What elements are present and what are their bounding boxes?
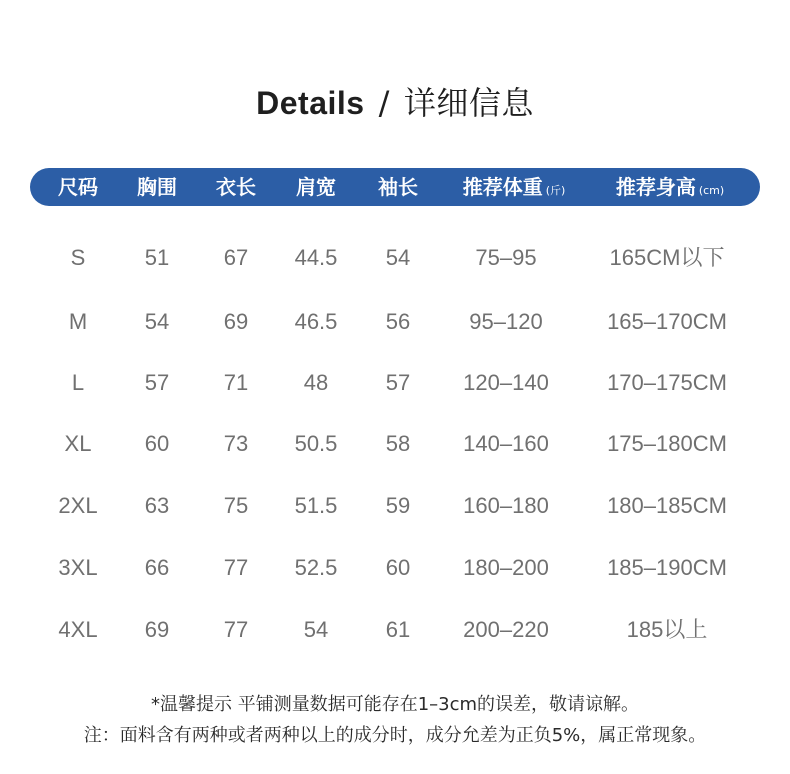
cell-length: 77	[223, 617, 249, 642]
cell-sleeve: 58	[385, 431, 411, 456]
cell-chest: 57	[144, 370, 170, 395]
header-shoulder: 肩宽	[296, 175, 336, 199]
cell-shoulder: 54	[303, 617, 329, 642]
table-row	[0, 302, 790, 342]
table-row	[0, 548, 790, 588]
cell-sleeve: 56	[385, 309, 411, 334]
cell-sleeve: 61	[385, 617, 411, 642]
cell-length: 67	[223, 245, 249, 270]
cell-weight: 160–180	[463, 493, 549, 518]
header-length: 衣长	[216, 175, 256, 199]
cell-size: 2XL	[58, 493, 98, 518]
cell-length: 73	[223, 431, 249, 456]
cell-chest: 54	[144, 309, 170, 334]
cell-sleeve: 59	[385, 493, 411, 518]
title-english: Details	[256, 85, 365, 121]
header-sleeve: 袖长	[378, 175, 418, 199]
cell-shoulder: 52.5	[294, 555, 338, 580]
cell-shoulder: 44.5	[294, 245, 338, 270]
cell-shoulder: 48	[303, 370, 329, 395]
cell-length: 69	[223, 309, 249, 334]
cell-size: M	[68, 309, 88, 334]
table-row	[0, 363, 790, 403]
cell-height: 180–185CM	[607, 493, 727, 518]
cell-weight: 200–220	[463, 617, 549, 642]
cell-weight: 140–160	[463, 431, 549, 456]
cell-length: 75	[223, 493, 249, 518]
measurement-tip: *温馨提示 平铺测量数据可能存在1–3cm的误差，敬请谅解。	[150, 694, 640, 715]
header-size: 尺码	[58, 175, 98, 199]
cell-height: 165CM以下	[609, 245, 725, 270]
cell-shoulder: 51.5	[294, 493, 338, 518]
cell-chest: 69	[144, 617, 170, 642]
cell-weight: 95–120	[469, 309, 543, 334]
cell-size: 4XL	[58, 617, 98, 642]
cell-size: L	[71, 370, 85, 395]
size-table-header	[30, 168, 760, 206]
cell-sleeve: 54	[385, 245, 411, 270]
page-title	[0, 78, 790, 124]
cell-weight: 180–200	[463, 555, 549, 580]
header-weight-unit: (斤)	[545, 184, 566, 197]
cell-chest: 63	[144, 493, 170, 518]
title-chinese: 详细信息	[403, 84, 534, 122]
cell-size: 3XL	[58, 555, 98, 580]
cell-height: 185–190CM	[607, 555, 727, 580]
header-weight: 推荐体重 (斤)	[462, 175, 566, 199]
cell-chest: 51	[144, 245, 170, 270]
cell-sleeve: 57	[385, 370, 411, 395]
table-row	[0, 486, 790, 526]
cell-size: XL	[64, 431, 92, 456]
header-height-unit: (cm)	[698, 184, 725, 197]
cell-height: 165–170CM	[607, 309, 727, 334]
cell-chest: 60	[144, 431, 170, 456]
cell-length: 71	[223, 370, 249, 395]
fabric-note: 注：面料含有两种或者两种以上的成分时，成分允差为正负5%，属正常现象。	[83, 725, 707, 746]
cell-chest: 66	[144, 555, 170, 580]
cell-sleeve: 60	[385, 555, 411, 580]
cell-height: 185以上	[626, 617, 708, 642]
table-row	[0, 238, 790, 278]
cell-weight: 75–95	[475, 245, 537, 270]
cell-height: 175–180CM	[607, 431, 727, 456]
cell-shoulder: 50.5	[294, 431, 338, 456]
table-row	[0, 424, 790, 464]
cell-shoulder: 46.5	[294, 309, 338, 334]
cell-length: 77	[223, 555, 249, 580]
header-height: 推荐身高 (cm)	[615, 175, 725, 199]
cell-size: S	[70, 245, 86, 270]
table-row	[0, 610, 790, 650]
header-chest: 胸围	[137, 175, 177, 199]
cell-weight: 120–140	[463, 370, 549, 395]
cell-height: 170–175CM	[607, 370, 727, 395]
title-separator: /	[378, 84, 390, 122]
